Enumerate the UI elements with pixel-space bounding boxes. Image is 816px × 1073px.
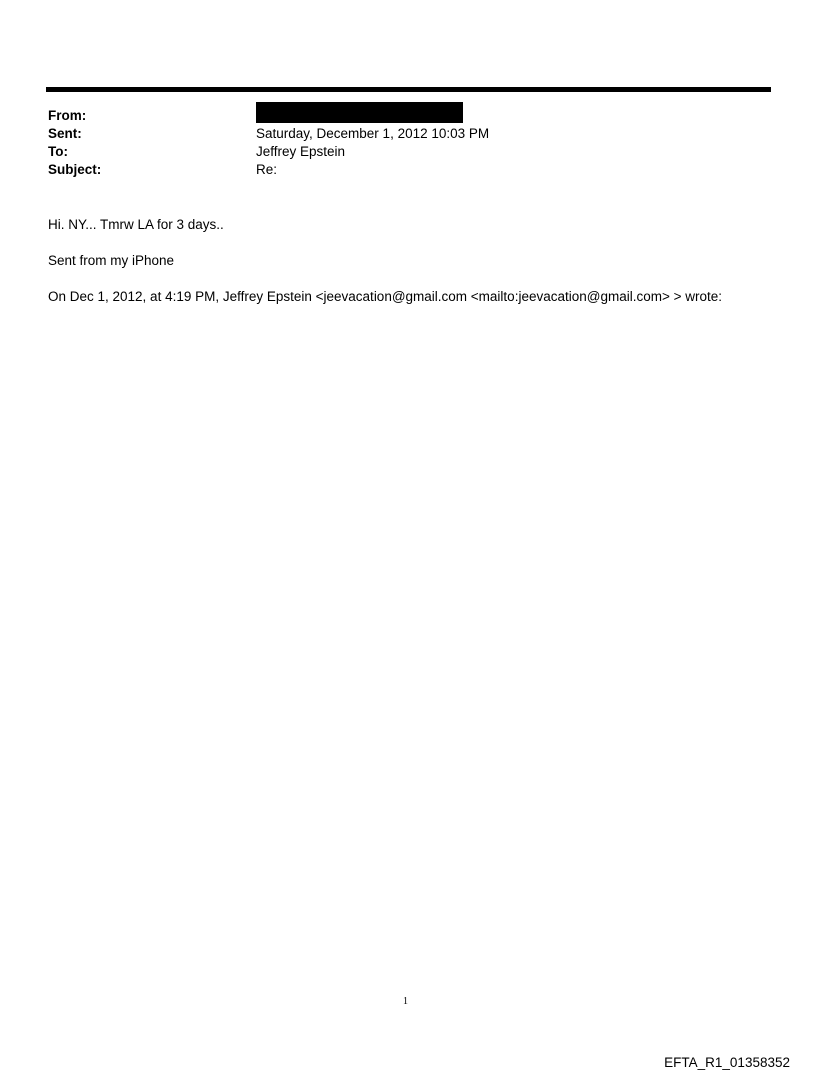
sent-label: Sent: [48,126,82,141]
quote-attribution: On Dec 1, 2012, at 4:19 PM, Jeffrey Epstein <jeevacation@gmail.com <mailto:jeevacation@gmail.com> > wrote: [48,289,722,304]
signature-text: Sent from my iPhone [48,253,175,268]
to-value: Jeffrey Epstein [256,144,346,159]
page-number: 1 [403,996,408,1007]
subject-row [48,161,748,179]
to-row [48,143,748,161]
from-row [48,107,748,125]
redaction-box [256,102,463,123]
message-text: Hi. NY... Tmrw LA for 3 days.. [48,217,224,232]
sent-value: Saturday, December 1, 2012 10:03 PM [256,126,490,141]
email-header [48,107,748,179]
subject-value: Re: [256,162,278,177]
to-label: To: [48,144,68,159]
subject-label: Subject: [48,162,102,177]
bates-number: EFTA_R1_01358352 [664,1055,790,1070]
from-label: From: [48,108,87,123]
header-divider [46,87,771,92]
sent-row [48,125,748,143]
